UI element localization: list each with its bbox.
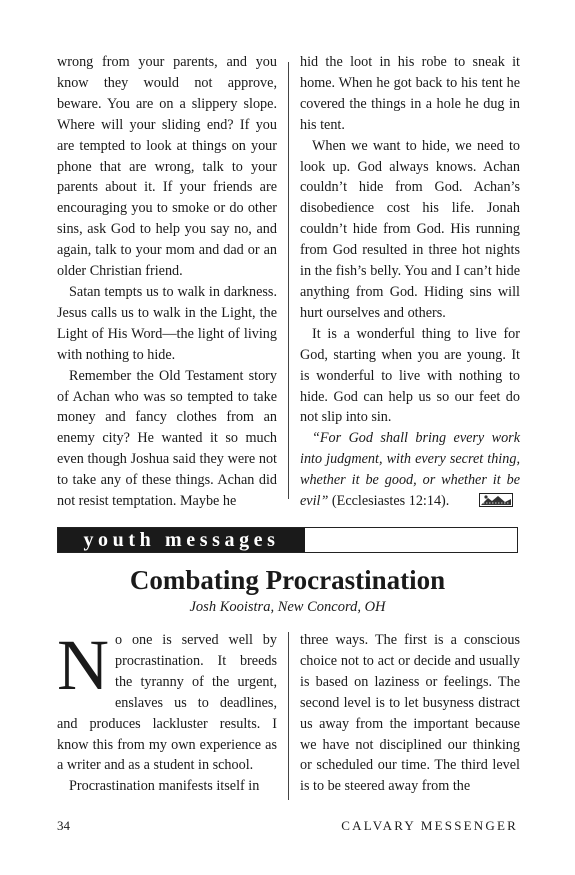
- column-divider: [288, 62, 289, 499]
- article-right-column: [300, 630, 520, 797]
- landscape-emblem-icon: [479, 493, 513, 507]
- top-left-column: [57, 52, 277, 512]
- paragraph: Satan tempts us to walk in darkness. Jesus calls us to walk in the Light, the Light of His Word—the light of living with nothing to hide.: [57, 283, 277, 363]
- scripture-quote-paragraph: [300, 428, 520, 512]
- paragraph: When we want to hide, we need to look up. God always knows. Achan couldn’t hide from God. Achan’s disobedience cost his life. Jonah couldn’t hide from God. His running from God resulted in three hot nights in the fish’s belly. You and I can’t hide anything from God. Hiding sins will hurt ourselves and others.: [300, 137, 520, 321]
- paragraph: [57, 625, 277, 776]
- top-right-column: [300, 52, 520, 512]
- article-left-column: [57, 625, 277, 797]
- article-title: Combating Procrastination: [129, 565, 446, 595]
- paragraph: Remember the Old Testament story of Achan who was so tempted to take money and fancy clothes from an enemy city? He wanted it so much even though Joshua said they were not to take any of these things. Achan did not resist temptation. Maybe he: [57, 367, 277, 510]
- paragraph: hid the loot in his robe to sneak it home. When he got back to his tent he covered the things in a hole he dug in his tent.: [300, 54, 520, 133]
- section-banner-label: youth messages: [58, 528, 305, 552]
- column-divider: [288, 632, 289, 800]
- running-head: CALVARY MESSENGER: [341, 818, 518, 833]
- scripture-citation: (Ecclesiastes 12:14).: [328, 493, 450, 510]
- page-number: 34: [57, 818, 70, 833]
- paragraph: Procrastination manifests itself in: [69, 778, 260, 795]
- article-byline: Josh Kooistra, New Concord, OH: [189, 599, 386, 615]
- scripture-quote: “For God shall bring every work into judgment, with every secret thing, whether it be good, or whether it be evil”: [300, 430, 520, 510]
- paragraph: three ways. The first is a conscious choice not to act or decide and usually is based on laziness or feelings. The second level is to let busyness distract us away from the important because we have not disciplined our thinking or scheduled our time. The third level is to be steered away from the: [300, 632, 520, 795]
- paragraph-text: o one is served well by procrastination. It breeds the tyranny of the urgent, enslaves us to deadlines, and produces lackluster results. I know this from my own experience as a writer and as a student in school.: [57, 632, 277, 774]
- paragraph: It is a wonderful thing to live for God, starting when you are young. It is wonderful to live with nothing to hide. God can help us so our feet do not slip into sin.: [300, 325, 520, 426]
- section-banner: [57, 527, 518, 553]
- paragraph: wrong from your parents, and you know they would not approve, beware. You are on a slippery slope. Where will your sliding end? If you are tempted to look at things on your phone that are wrong, talk to your parents about it. If your friends are encouraging you to smoke or do other sins, ask God to help you say no, and again, talk to your mom and dad or an older Christian friend.: [57, 54, 277, 280]
- drop-cap: N: [57, 625, 109, 705]
